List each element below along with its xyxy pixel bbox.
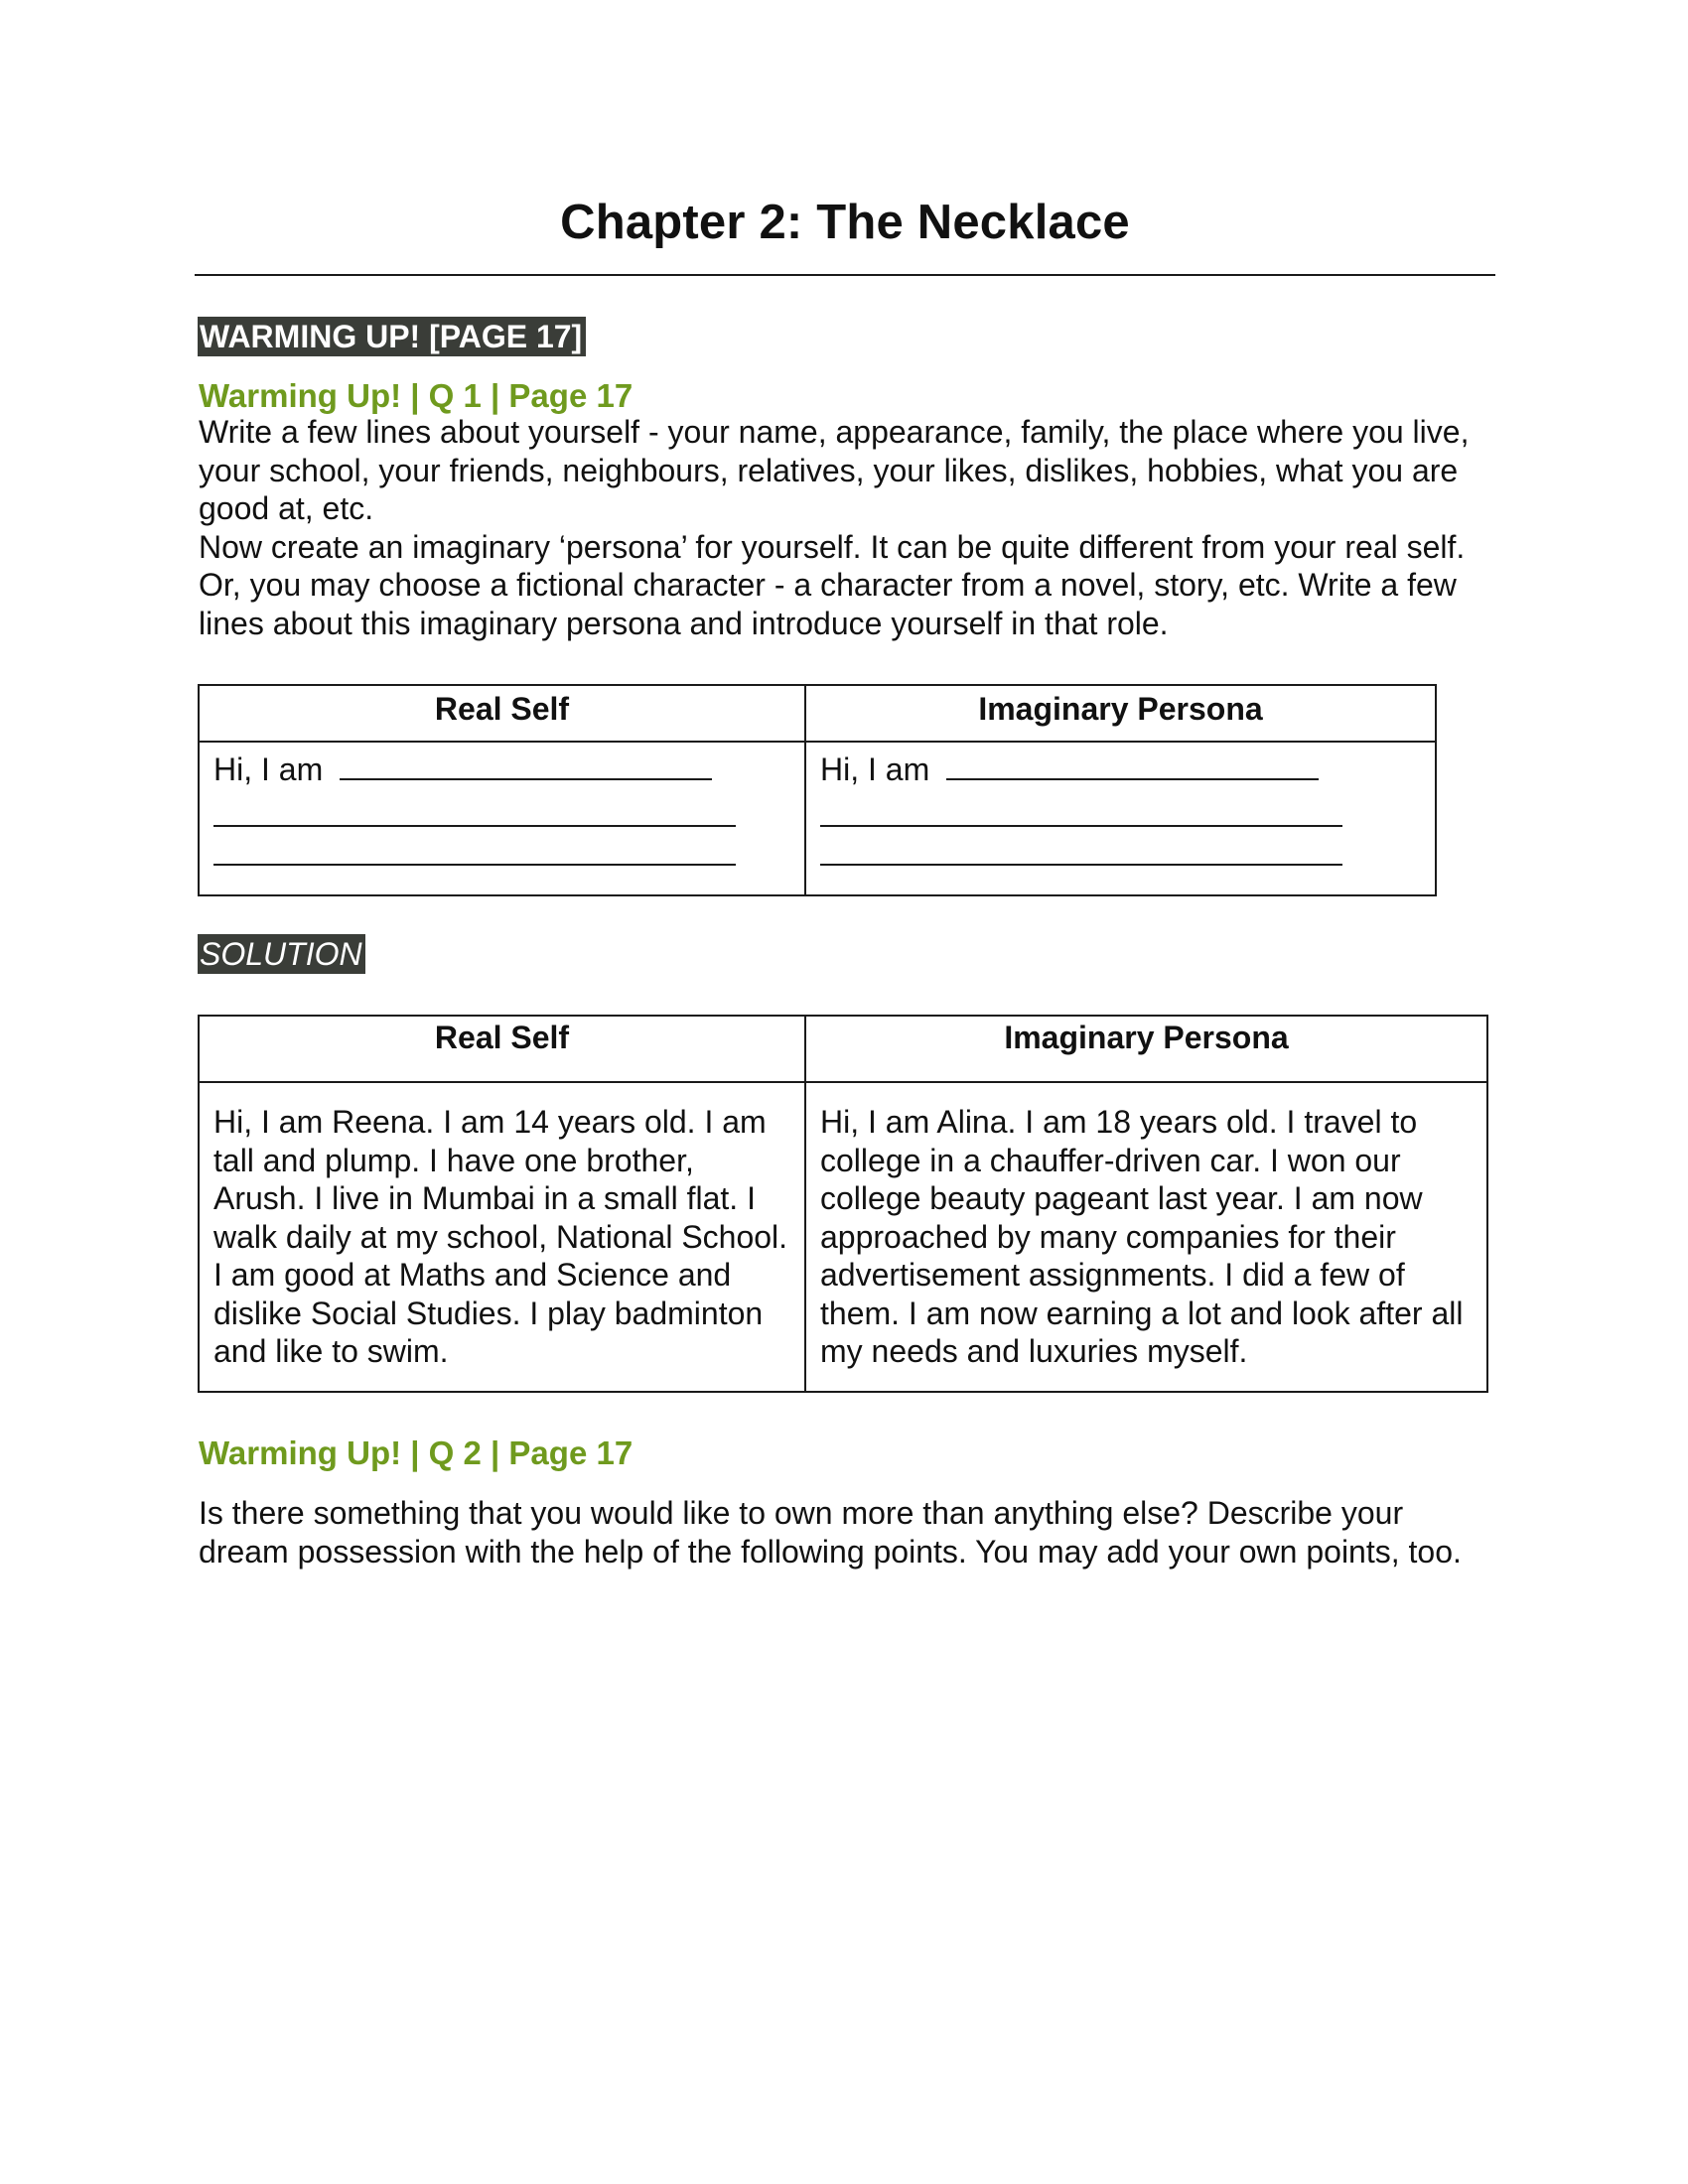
t1-cell-real-self[interactable] [199, 742, 805, 895]
solution-label: SOLUTION [198, 934, 365, 974]
answer-line[interactable] [820, 788, 1342, 827]
t2-cell-imaginary-persona: Hi, I am Alina. I am 18 years old. I travel to college in a chauffer-driven car. I won our college beauty pageant last year. I am now approached by many companies for their advertisement assignments. I did a few of them. I am now earning a lot and look after all my needs and luxuries myself. [805, 1082, 1487, 1392]
answer-line[interactable] [946, 751, 1319, 780]
chapter-title: Chapter 2: The Necklace [560, 196, 1130, 249]
t1-real-self-prompt: Hi, I am [213, 751, 324, 787]
q1-paragraph-1: Write a few lines about yourself - your name, appearance, family, the place where you live, your school, your friends, neighbours, relatives, your likes, dislikes, hobbies, what you are good at, etc. [199, 414, 1470, 526]
solution-table [198, 1015, 1488, 1393]
t2-header-imaginary-persona: Imaginary Persona [805, 1016, 1487, 1082]
q2-question: Is there something that you would like to own more than anything else? Describe your dream possession with the help of the following points. You may add your own points, too. [199, 1495, 1462, 1570]
t2-cell-real-self: Hi, I am Reena. I am 14 years old. I am tall and plump. I have one brother, Arush. I live in Mumbai in a small flat. I walk daily at my school, National School. I am good at Maths and Science and dislike Social Studies. I play badminton and like to swim. [199, 1082, 805, 1392]
t2-header-real-self: Real Self [199, 1016, 805, 1082]
answer-line[interactable] [213, 827, 736, 866]
answer-line[interactable] [820, 827, 1342, 866]
q1-question [199, 413, 1499, 642]
q2-heading: Warming Up! | Q 2 | Page 17 [199, 1434, 633, 1471]
answer-line[interactable] [340, 751, 712, 780]
t1-imaginary-persona-prompt: Hi, I am [820, 751, 930, 787]
section-label: WARMING UP! [PAGE 17] [198, 317, 586, 356]
q1-heading: Warming Up! | Q 1 | Page 17 [199, 377, 633, 414]
worksheet-table [198, 684, 1437, 896]
t1-cell-imaginary-persona[interactable] [805, 742, 1436, 895]
t1-header-imaginary-persona: Imaginary Persona [805, 685, 1436, 742]
answer-line[interactable] [213, 788, 736, 827]
q1-paragraph-2: Now create an imaginary ‘persona’ for yourself. It can be quite different from your real self. Or, you may choose a fictional character - a character from a novel, story, etc. Write a few lines about this imaginary persona and introduce yourself in that role. [199, 528, 1466, 641]
t1-header-real-self: Real Self [199, 685, 805, 742]
title-divider [195, 274, 1495, 276]
